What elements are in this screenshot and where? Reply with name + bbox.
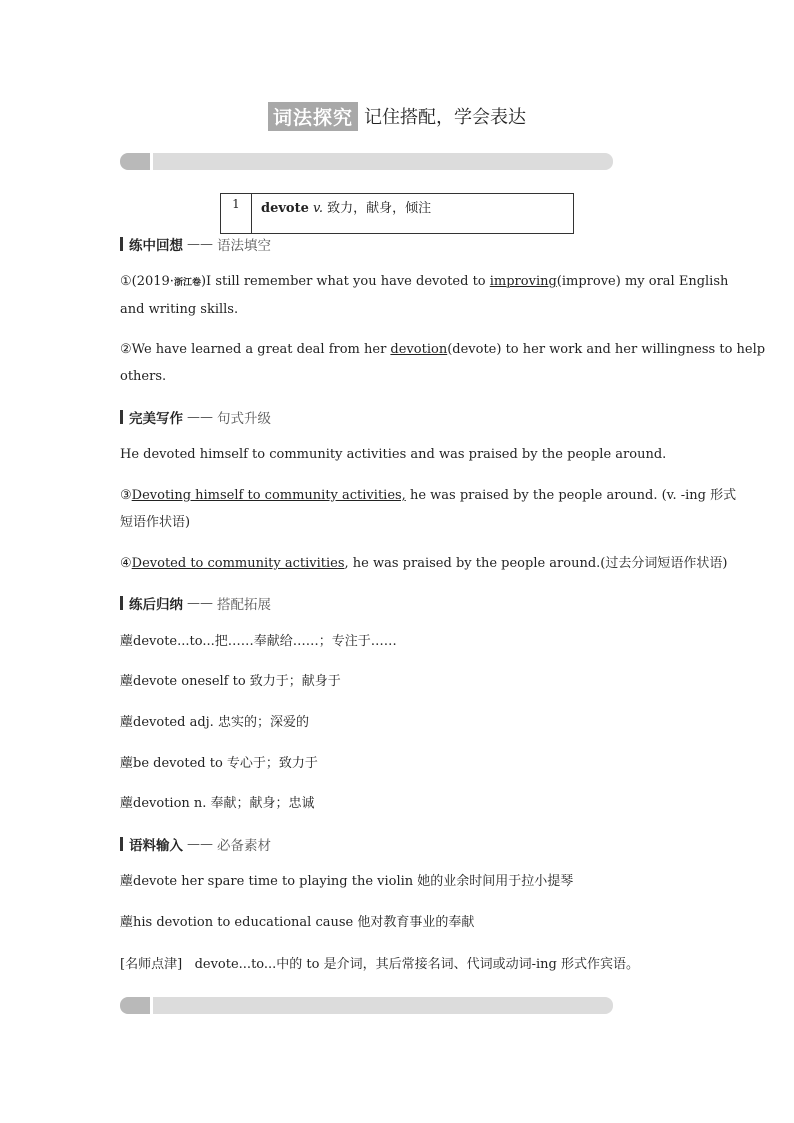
corpus-item: 薼devote her spare time to playing the violin 她的业余时间用于拉小提琴 [120, 874, 574, 889]
tip-text: devote...to...中的 to 是介词，其后常接名词、代词或动词-ing 形式作宾语。 [194, 957, 639, 972]
answer-devotion: devotion [390, 342, 448, 357]
teacher-tip [120, 951, 676, 978]
source-tag: 浙江卷 [173, 278, 201, 288]
title-subtitle: 记住搭配，学会表达 [364, 107, 527, 128]
answer-devoted: Devoted to community activities [131, 556, 345, 571]
section-header-writing: 完美写作 —— 句式升级 [120, 408, 271, 426]
word-number: 1 [221, 194, 252, 233]
summary-item: 薼be devoted to 专心于；致力于 [120, 756, 318, 771]
section-title [268, 102, 526, 130]
section-header-recall: 练中回想 —— 语法填空 [120, 235, 271, 253]
corpus-item: 薼his devotion to educational cause 他对教育事业的奉献 [120, 915, 475, 930]
exercise-4: ④Devoted to community activities, he was praised by the people around.(过去分词短语作状语) [120, 556, 728, 571]
divider-bar-top [120, 153, 613, 170]
summary-item: 薼devotion n. 奉献；献身；忠诚 [120, 796, 315, 811]
summary-item: 薼devote oneself to 致力于；献身于 [120, 674, 341, 689]
tip-label: [名师点津] [120, 957, 183, 972]
summary-item: 薼devoted adj. 忠实的；深爱的 [120, 715, 309, 730]
divider-bar-bottom [120, 997, 613, 1014]
section-header-summary: 练后归纳 —— 搭配拓展 [120, 594, 271, 612]
headword: devote [261, 201, 309, 216]
writing-base-sentence: He devoted himself to community activities and was praised by the people around. [120, 447, 667, 462]
exercise-1-line-2: and writing skills. [120, 302, 239, 317]
exercise-2-line-1: ②We have learned a great deal from her devotion(devote) to her work and her willingness to help [120, 342, 766, 357]
word-box [220, 193, 574, 234]
exercise-3-line-1: ③Devoting himself to community activities, he was praised by the people around. (v. -ing 形式 [120, 488, 737, 503]
exercise-3-line-2: 短语作状语) [120, 515, 191, 530]
section-header-corpus: 语料输入 —— 必备素材 [120, 835, 271, 853]
summary-item: 薼devote...to...把……奉献给……；专注于…… [120, 634, 397, 649]
exercise-1-line-1: ①(2019·浙江卷)I still remember what you have devoted to improving(improve) my oral English [120, 274, 729, 289]
part-of-speech: v. [313, 201, 323, 216]
answer-improving: improving [489, 274, 557, 289]
title-badge: 词法探究 [268, 102, 358, 131]
word-definition [261, 197, 431, 216]
word-meaning: 致力，献身，倾注 [327, 201, 432, 216]
exercise-2-line-2: others. [120, 369, 167, 384]
answer-devoting: Devoting himself to community activities, [131, 488, 406, 503]
